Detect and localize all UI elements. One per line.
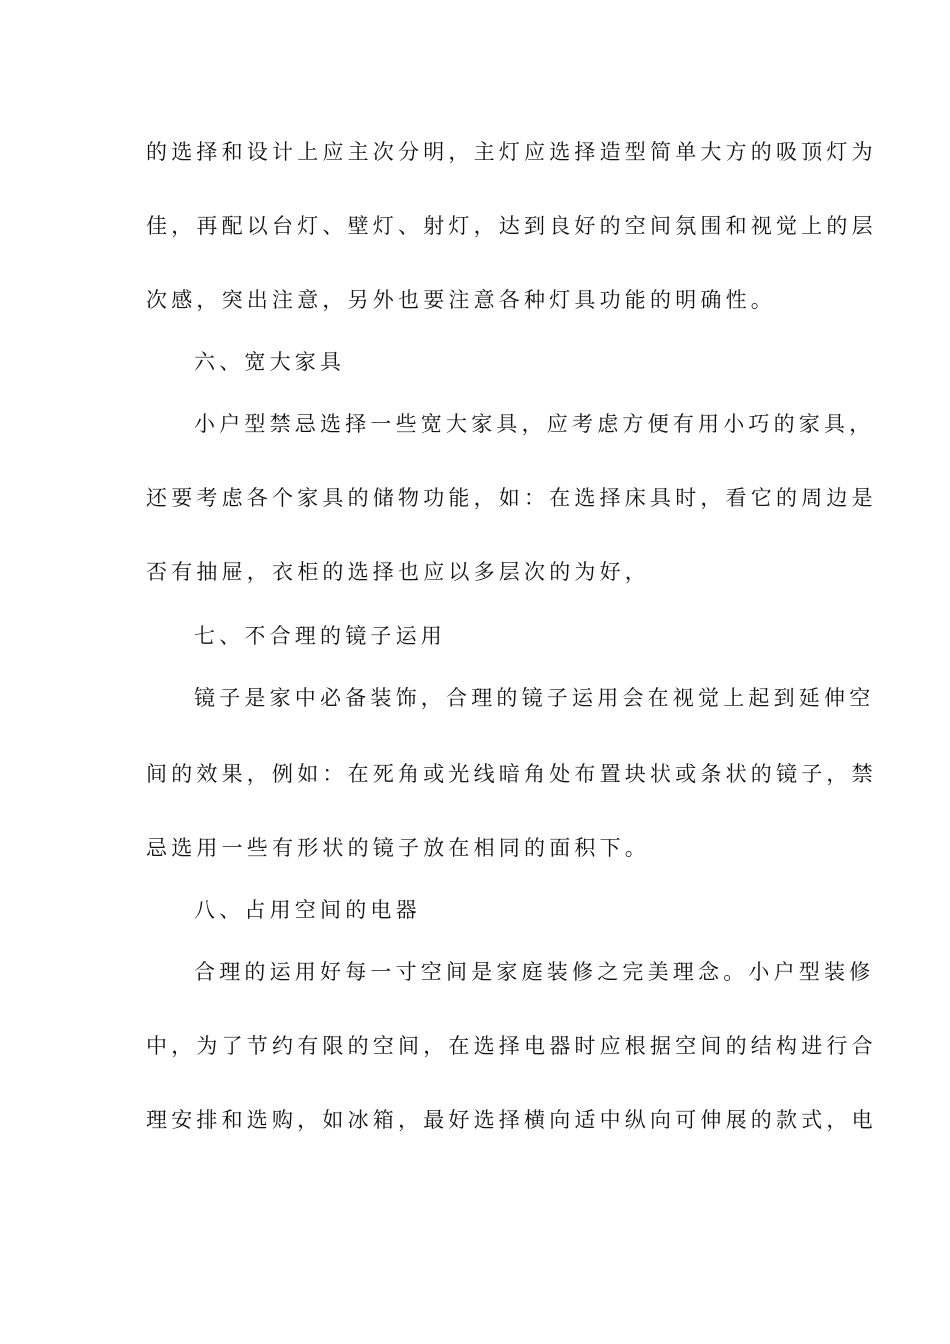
section-heading: 六、宽大家具 [194,350,346,374]
paragraph-line: 合理的运用好每一寸空间是家庭装修之完美理念。小户型装修 [194,960,875,984]
paragraph-line: 佳，再配以台灯、壁灯、射灯，达到良好的空间氛围和视觉上的层 [146,214,877,238]
paragraph-line: 中，为了节约有限的空间，在选择电器时应根据空间的结构进行合 [146,1034,877,1058]
section-heading: 七、不合理的镜子运用 [194,624,446,648]
paragraph-line: 小户型禁忌选择一些宽大家具，应考虑方便有用小巧的家具， [194,412,875,436]
paragraph-line: 忌选用一些有形状的镜子放在相同的面积下。 [146,836,650,860]
paragraph-line: 还要考虑各个家具的储物功能，如：在选择床具时，看它的周边是 [146,486,877,510]
paragraph-line: 否有抽屉，衣柜的选择也应以多层次的为好， [146,560,650,584]
paragraph-line: 镜子是家中必备装饰，合理的镜子运用会在视觉上起到延伸空 [194,686,875,710]
paragraph-line: 次感，突出注意，另外也要注意各种灯具功能的明确性。 [146,288,776,312]
paragraph-line: 理安排和选购，如冰箱，最好选择横向适中纵向可伸展的款式，电 [146,1108,877,1132]
paragraph-line: 间的效果，例如：在死角或光线暗角处布置块状或条状的镜子，禁 [146,762,877,786]
section-heading: 八、占用空间的电器 [194,898,421,922]
paragraph-line: 的选择和设计上应主次分明，主灯应选择造型简单大方的吸顶灯为 [146,140,877,164]
